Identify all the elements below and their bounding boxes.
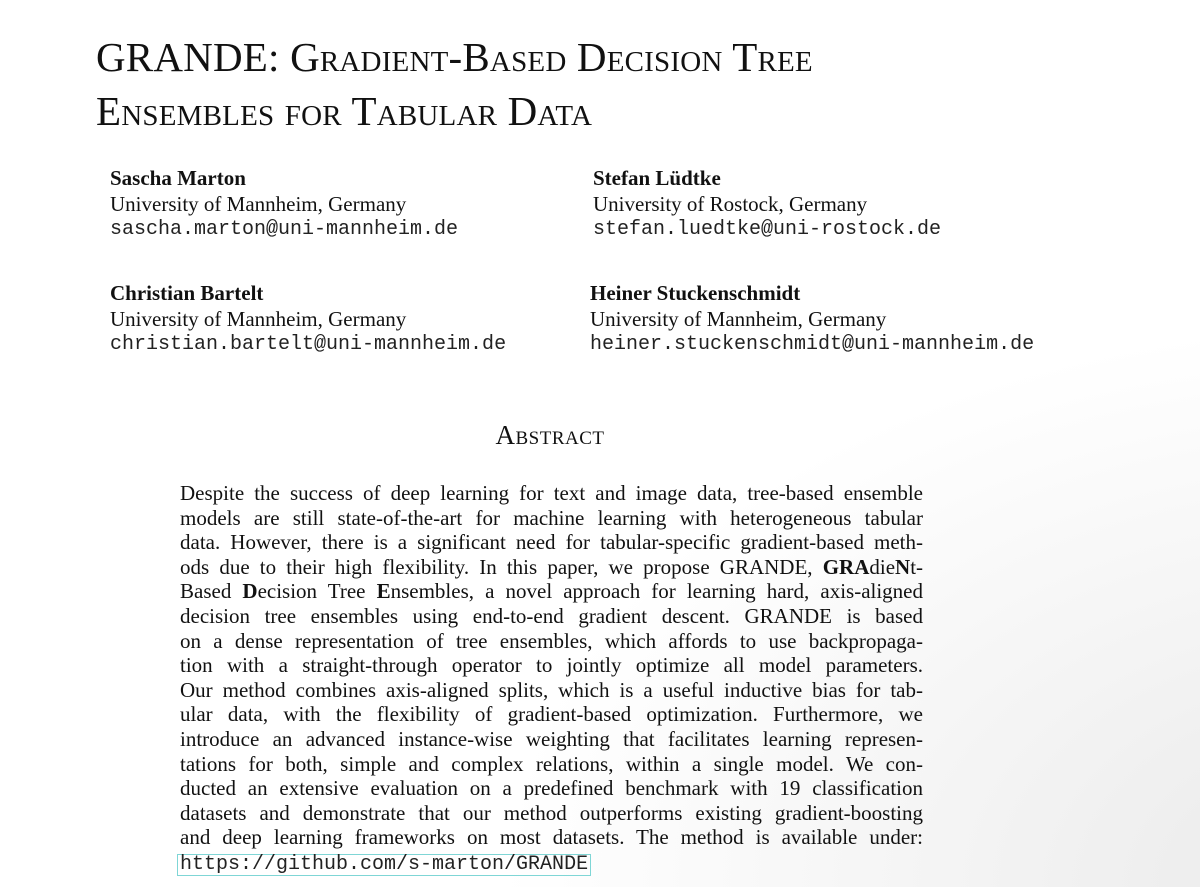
abstract-line: Our method combines axis-aligned splits, which is a useful inductive bias for tab- xyxy=(180,677,923,702)
author-block xyxy=(110,165,458,243)
title-line-2: Ensembles for Tabular Data xyxy=(96,88,593,134)
abstract-line: data. However, there is a significant need for tabular-specific gradient-based meth- xyxy=(180,530,923,555)
acronym-bold-e: E xyxy=(376,579,391,604)
author-name: Stefan Lüdtke xyxy=(593,166,721,190)
abstract-heading: Abstract xyxy=(495,420,605,450)
abstract-line: introduce an advanced instance-wise weighting that facilitates learning represen- xyxy=(180,726,923,751)
github-link[interactable]: https://github.com/s-marton/GRANDE xyxy=(177,854,591,876)
abstract-line: and deep learning frameworks on most datasets. The method is available under: xyxy=(180,825,923,850)
author-affiliation: University of Mannheim, Germany xyxy=(110,307,407,331)
abstract-line: ducted an extensive evaluation on a predefined benchmark with 19 classification xyxy=(180,776,923,801)
acronym-text: Based xyxy=(180,579,243,604)
abstract-line: datasets and demonstrate that our method outperforms existing gradient-boosting xyxy=(180,800,923,825)
abstract-text: a novel approach for learning hard, axis-aligned xyxy=(485,579,924,604)
author-affiliation: University of Rostock, Germany xyxy=(593,192,868,216)
author-name: Heiner Stuckenschmidt xyxy=(590,281,801,305)
abstract-line: on a dense representation of tree ensembles, which affords to use backpropaga- xyxy=(180,628,923,653)
abstract-line: decision tree ensembles using end-to-end gradient descent. GRANDE is based xyxy=(180,603,923,628)
abstract-line: tations for both, simple and complex relations, within a single model. We con- xyxy=(180,751,923,776)
author-block xyxy=(590,280,1034,358)
abstract-line-acronym xyxy=(180,579,923,604)
acronym-bold-d: D xyxy=(242,579,258,604)
abstract-line: models are still state-of-the-art for machine learning with heterogeneous tabular xyxy=(180,505,923,530)
abstract-line: Despite the success of deep learning for text and image data, tree-based ensemble xyxy=(180,481,923,505)
author-block xyxy=(593,165,941,243)
acronym-text: ecision Tree xyxy=(257,579,377,604)
author-block xyxy=(110,280,506,358)
abstract-line: ular data, with the flexibility of gradient-based optimization. Furthermore, we xyxy=(180,702,923,727)
acronym-bold-n: N xyxy=(895,554,911,579)
author-email: christian.bartelt@uni-mannheim.de xyxy=(110,333,507,356)
paper-title xyxy=(96,30,1096,138)
acronym-text: t- xyxy=(910,554,924,579)
author-affiliation: University of Mannheim, Germany xyxy=(110,192,407,216)
title-line-1: GRANDE: Gradient-Based Decision Tree xyxy=(96,34,813,80)
author-email: stefan.luedtke@uni-rostock.de xyxy=(593,218,942,241)
acronym-text: nsembles, xyxy=(390,579,474,604)
acronym-text: die xyxy=(869,554,896,579)
acronym-bold-gra: GRA xyxy=(822,554,870,579)
author-affiliation: University of Mannheim, Germany xyxy=(590,307,887,331)
abstract-link-line xyxy=(180,850,923,876)
abstract-line-acronym xyxy=(180,555,923,580)
abstract-text: ods due to their high flexibility. In this paper, we propose GRANDE, xyxy=(180,554,813,579)
author-email: heiner.stuckenschmidt@uni-mannheim.de xyxy=(590,333,1035,356)
author-name: Sascha Marton xyxy=(110,166,246,190)
author-email: sascha.marton@uni-mannheim.de xyxy=(110,218,459,241)
abstract-line: tion with a straight-through operator to jointly optimize all model parameters. xyxy=(180,653,923,678)
abstract-body xyxy=(180,481,923,876)
author-name: Christian Bartelt xyxy=(110,281,264,305)
